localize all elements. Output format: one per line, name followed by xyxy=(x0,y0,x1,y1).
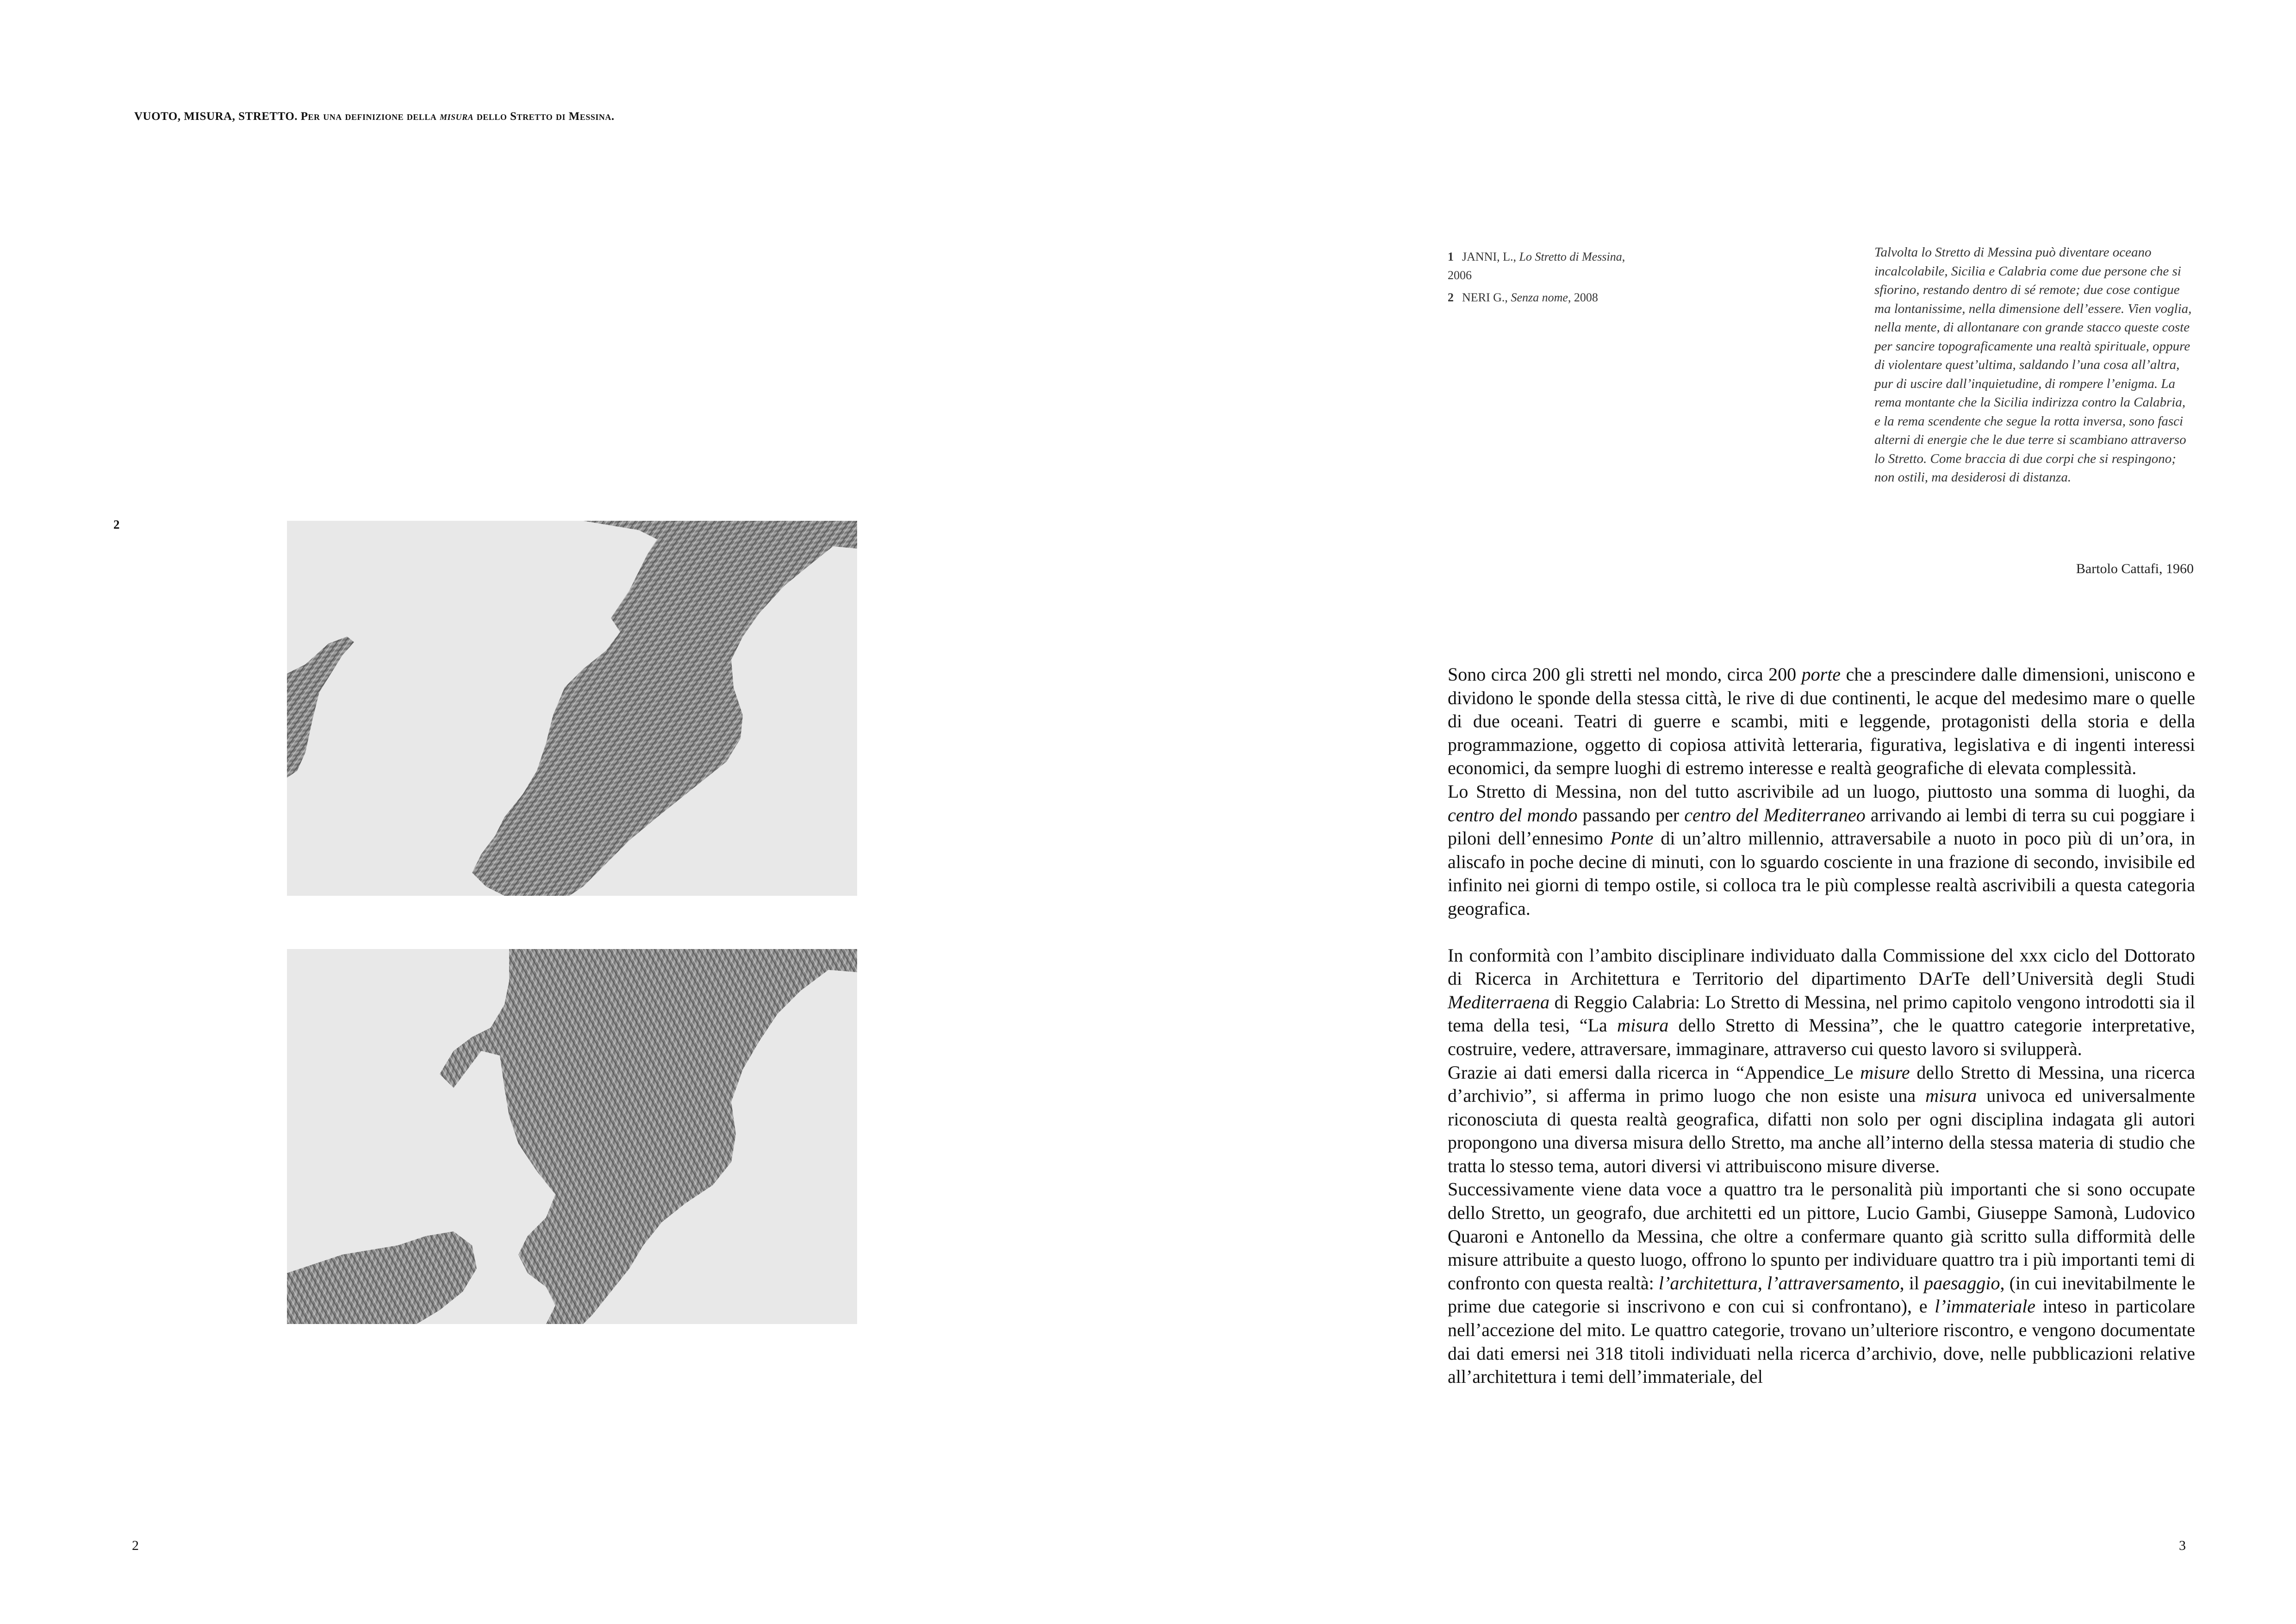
running-header xyxy=(134,110,615,123)
footnote-1: 1 JANNI, L., Lo Stretto di Messina, 2006 xyxy=(1448,250,1625,282)
relief-map-bottom xyxy=(287,949,857,1324)
epigraph-quote: Talvolta lo Stretto di Messina può diventare oceano incalcolabile, Sicilia e Calabria come due persone che si sfiorino, restando dentro di sé remote; due cose contigue ma lontanissime, nella dimensione dell’essere. Vien voglia, nella mente, di allontanare con grande stacco queste coste per sancire topograficamente una realtà spirituale, oppure di violentare quest’ultima, saldando l’una cosa all’altra, pur di uscire dall’inquietudine, di rompere l’enigma. La rema montante che la Sicilia indirizza contro la Calabria, e la rema scendente che segue la rotta inversa, sono fasci alterni di energie che le due terre si scambiano attraverso lo Stretto. Come braccia di due corpi che si respingono; non ostili, ma desiderosi di distanza. xyxy=(1874,245,2192,485)
header-subtitle: Per una definizione della misura dello Stretto di Messina. xyxy=(300,110,615,123)
paragraph-2: Lo Stretto di Messina, non del tutto ascrivibile ad un luogo, piuttosto una somma di luoghi, da centro del mondo passando per centro del Mediterraneo arrivando ai lembi di terra su cui poggiare i piloni dell’ennesimo Ponte di un’altro millennio, attraversabile a nuoto in poco più di un’ora, in aliscafo in poche decine di minuti, con lo sguardo cosciente in una frazione di secondo, invisibile ed infinito nei giorni di tempo ostile, si colloca tra le più complesse realtà ascrivibili a questa categoria geografica. xyxy=(1448,781,2195,919)
page-number-right: 3 xyxy=(2179,1538,2186,1553)
paragraph-3: In conformità con l’ambito disciplinare individuato dalla Commissione del xxx ciclo del Dottorato di Ricerca in Architettura e Territorio del dipartimento DArTe dell’Università degli Studi Mediterraena di Reggio Calabria: Lo Stretto di Messina, nel primo capitolo vengono introdotti sia il tema della tesi, “La misura dello Stretto di Messina”, che le quattro categorie interpretative, costruire, vedere, attraversare, immaginare, attraverso cui questo lavoro si svilupperà. xyxy=(1448,944,2195,1059)
header-title: VUOTO, MISURA, STRETTO. xyxy=(134,110,298,123)
page-number-left: 2 xyxy=(132,1538,139,1553)
body-text xyxy=(1448,663,2195,1389)
epigraph-author: Bartolo Cattafi, 1960 xyxy=(2076,561,2194,576)
paragraph-5: Successivamente viene data voce a quattro tra le personalità più importanti che si sono occupate dello Stretto, un geografo, due architetti ed un pittore, Lucio Gambi, Giuseppe Samonà, Ludovico Quaroni e Antonello da Messina, che oltre a confermare quanto già scritto sulla difformità delle misure attribuite a questo luogo, offrono lo spunto per individuare quattro tra i più importanti temi di confronto con questa realtà: l’architettura, l’attraversamento, il paesaggio, (in cui inevitabilmente le prime due categorie si inscrivono e con cui si confrontano), e l’immateriale inteso in particolare nell’accezione del mito. Le quattro categorie, trovano un’ulteriore riscontro, e vengono documentate dai dati emersi nei 318 titoli individuati nella ricerca d’archivio, dove, nelle pubblicazioni relative all’architettura i temi dell’immateriale, del xyxy=(1448,1179,2195,1387)
footnote-2: 2 NERI G., Senza nome, 2008 xyxy=(1448,291,1598,304)
paragraph-4: Grazie ai dati emersi dalla ricerca in “Appendice_Le misure dello Stretto di Messina, una ricerca d’archivio”, si afferma in primo luogo che non esiste una misura univoca ed universalmente riconosciuta di questa realtà geografica, difatti non solo per ogni disciplina indagata gli autori propongono una diversa misura dello Stretto, ma anche all’interno della stessa materia di studio che tratta lo stesso tema, autori diversi vi attribuiscono misure diverse. xyxy=(1448,1062,2195,1176)
footnotes xyxy=(1448,248,1642,311)
paragraph-1: Sono circa 200 gli stretti nel mondo, circa 200 porte che a prescindere dalle dimensioni, uniscono e dividono le sponde della stessa città, le rive di due continenti, le acque del medesimo mare o quelle di due oceani. Teatri di guerre e scambi, miti e leggende, protagonisti della storia e della programmazione, oggetto di copiosa attività letteraria, figurativa, legislativa e di ingenti interessi economici, da sempre luoghi di estremo interesse e realtà geografiche di elevata complessità. xyxy=(1448,664,2195,779)
relief-map-top xyxy=(287,521,857,896)
figure-number: 2 xyxy=(113,518,120,531)
